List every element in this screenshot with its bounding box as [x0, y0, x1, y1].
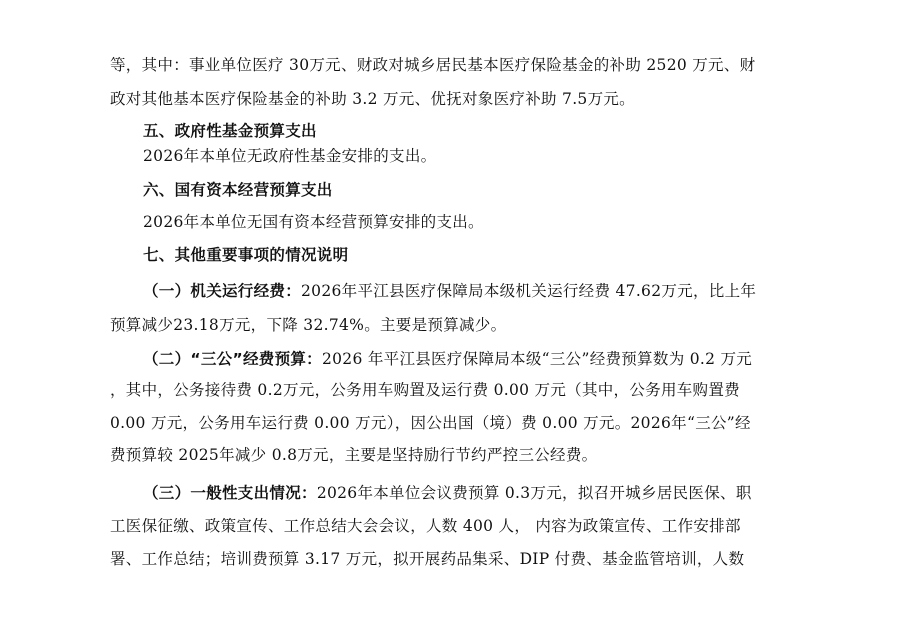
- paragraph-line: [143, 349, 752, 369]
- body-text-line: 政对其他基本医疗保险基金的补助 3.2 万元、优抚对象医疗补助 7.5万元。: [110, 90, 635, 108]
- body-text-line: 等，其中：事业单位医疗 30万元、财政对城乡居民基本医疗保险基金的补助 2520 万元、财: [110, 56, 756, 74]
- section-heading: 六、国有资本经营预算支出: [143, 181, 333, 199]
- section-heading: 五、政府性基金预算支出: [143, 122, 317, 140]
- body-text-line: 工医保征缴、政策宣传、工作总结大会会议，人数 400 人， 内容为政策宣传、工作安排部: [110, 517, 741, 535]
- body-text-line: 署、工作总结；培训费预算 3.17 万元，拟开展药品集采、DIP 付费、基金监管培训，人数: [110, 550, 745, 568]
- subsection-heading: （三）一般性支出情况：: [143, 484, 317, 502]
- body-text-line: ，其中，公务接待费 0.2万元，公务用车购置及运行费 0.00 万元（其中，公务用车购置费: [110, 381, 740, 399]
- subsection-heading: （一）机关运行经费：: [143, 282, 302, 300]
- section-heading: 七、其他重要事项的情况说明: [143, 246, 349, 264]
- paragraph-text: 2026年平江县医疗保障局本级机关运行经费 47.62万元，比上年: [301, 282, 757, 300]
- body-text-line: 费预算较 2025年减少 0.8万元，主要是坚持励行节约严控三公经费。: [110, 446, 598, 464]
- body-text-line: 0.00 万元，公务用车运行费 0.00 万元），因公出国（境）费 0.00 万元。2026年“三公”经: [110, 414, 751, 432]
- body-text-line: 2026年本单位无政府性基金安排的支出。: [143, 147, 437, 165]
- body-text-line: 2026年本单位无国有资本经营预算安排的支出。: [143, 213, 484, 231]
- paragraph-text: 2026年本单位会议费预算 0.3万元，拟召开城乡居民医保、职: [316, 484, 752, 502]
- body-text-line: 预算减少23.18万元，下降 32.74%。主要是预算减少。: [110, 316, 507, 334]
- subsection-heading: （二）“三公”经费预算：: [143, 350, 322, 368]
- paragraph-text: 2026 年平江县医疗保障局本级“三公”经费预算数为 0.2 万元: [321, 350, 753, 368]
- paragraph-line: [143, 281, 756, 301]
- paragraph-line: [143, 483, 752, 503]
